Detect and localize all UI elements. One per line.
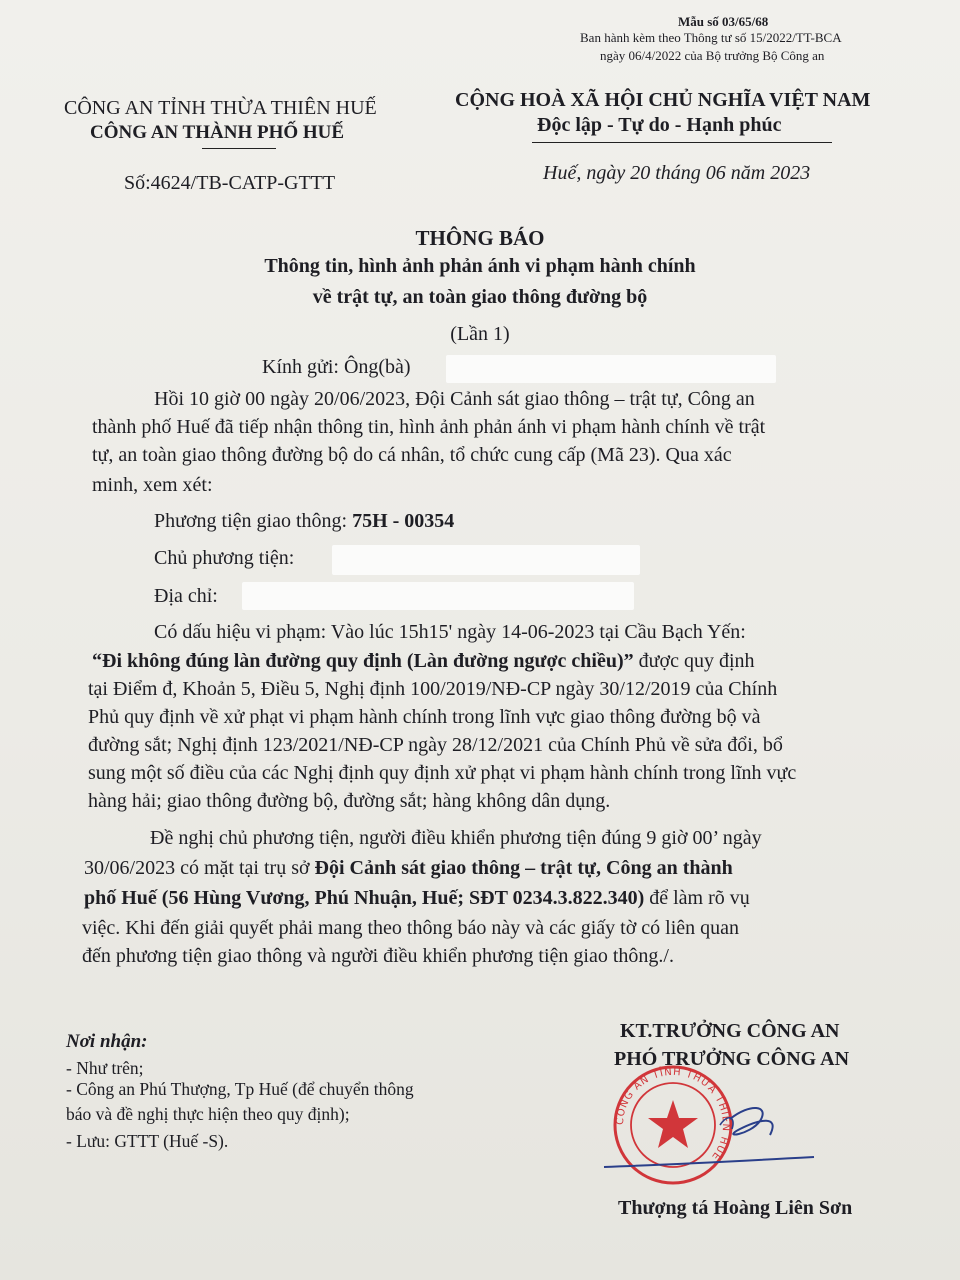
violation-line: đường sắt; Nghị định 123/2021/NĐ-CP ngày 28/12/2021 của Chính Phủ về sửa đổi, bổ bbox=[88, 734, 783, 756]
recipient-item: - Lưu: GTTT (Huế -S). bbox=[66, 1131, 229, 1151]
vehicle-label: Phương tiện giao thông: bbox=[154, 510, 348, 532]
violation-line bbox=[92, 650, 755, 673]
address-label: Địa chỉ: bbox=[154, 585, 218, 607]
violation-description: “Đi không đúng làn đường quy định (Làn đường ngược chiều)” bbox=[92, 650, 634, 672]
agency-name: CÔNG AN THÀNH PHỐ HUẾ bbox=[90, 122, 345, 143]
request-line: đến phương tiện giao thông và người điều khiển phương tiện giao thông./. bbox=[82, 945, 674, 967]
request-address: phố Huế (56 Hùng Vương, Phú Nhuận, Huế; SĐT 0234.3.822.340) bbox=[84, 887, 645, 909]
request-line bbox=[84, 857, 733, 880]
owner-label: Chủ phương tiện: bbox=[154, 547, 295, 569]
document-subtitle-1: Thông tin, hình ảnh phản ánh vi phạm hành chính bbox=[264, 255, 696, 277]
recipients-heading: Nơi nhận: bbox=[66, 1031, 148, 1052]
violation-line: sung một số điều của các Nghị định quy định xử phạt vi phạm hành chính trong lĩnh vực bbox=[88, 762, 797, 784]
document-number: Số:4624/TB-CATP-GTTT bbox=[124, 172, 336, 194]
agency-parent: CÔNG AN TỈNH THỪA THIÊN HUẾ bbox=[64, 97, 377, 119]
form-issued-by: Ban hành kèm theo Thông tư số 15/2022/TT-BCA bbox=[580, 30, 842, 45]
document-title: THÔNG BÁO bbox=[415, 226, 545, 250]
redacted-owner bbox=[332, 545, 640, 575]
handwritten-signature bbox=[600, 1095, 820, 1175]
redacted-address bbox=[242, 582, 634, 610]
addressee-label: Kính gửi: Ông(bà) bbox=[262, 356, 411, 378]
signature-title: PHÓ TRƯỞNG CÔNG AN bbox=[614, 1048, 850, 1070]
national-motto: Độc lập - Tự do - Hạnh phúc bbox=[537, 114, 782, 136]
violation-line: tại Điểm đ, Khoản 5, Điều 5, Nghị định 100/2019/NĐ-CP ngày 30/12/2019 của Chính bbox=[88, 678, 778, 700]
stamp-ring-text: CÔNG AN TỈNH THỪA THIÊN HUẾ bbox=[614, 1066, 732, 1163]
request-place: Đội Cảnh sát giao thông – trật tự, Công an thành bbox=[314, 857, 733, 879]
form-number: Mẫu số 03/65/68 bbox=[678, 14, 769, 29]
intro-line: minh, xem xét: bbox=[92, 474, 213, 496]
violation-line: Phủ quy định về xử phạt vi phạm hành chính trong lĩnh vực giao thông đường bộ và bbox=[88, 706, 761, 728]
form-issued-date: ngày 06/4/2022 của Bộ trưởng Bộ Công an bbox=[600, 48, 825, 63]
request-line: Đề nghị chủ phương tiện, người điều khiển phương tiện đúng 9 giờ 00’ ngày bbox=[150, 827, 762, 849]
signer-name: Thượng tá Hoàng Liên Sơn bbox=[618, 1197, 853, 1219]
agency-underline bbox=[202, 148, 276, 149]
document-subtitle-2: về trật tự, an toàn giao thông đường bộ bbox=[312, 286, 648, 308]
request-line bbox=[84, 887, 750, 910]
request-date: 30/06/2023 có mặt tại trụ sở bbox=[84, 857, 315, 879]
violation-line: Có dấu hiệu vi phạm: Vào lúc 15h15' ngày 14-06-2023 tại Cầu Bạch Yến: bbox=[154, 621, 746, 643]
intro-line: Hồi 10 giờ 00 ngày 20/06/2023, Đội Cảnh sát giao thông – trật tự, Công an bbox=[154, 388, 755, 410]
vehicle-plate: 75H - 00354 bbox=[352, 510, 455, 532]
violation-line: hàng hải; giao thông đường bộ, đường sắt; hàng không dân dụng. bbox=[88, 790, 611, 812]
vehicle-field bbox=[154, 510, 454, 533]
signature-authority: KT.TRƯỞNG CÔNG AN bbox=[620, 1020, 840, 1042]
place-date: Huế, ngày 20 tháng 06 năm 2023 bbox=[543, 162, 811, 184]
redacted-addressee bbox=[446, 355, 776, 383]
national-title: CỘNG HOÀ XÃ HỘI CHỦ NGHĨA VIỆT NAM bbox=[455, 89, 871, 111]
motto-underline bbox=[532, 142, 832, 143]
recipient-item: - Như trên; bbox=[66, 1058, 144, 1078]
request-purpose: để làm rõ vụ bbox=[644, 887, 750, 909]
intro-line: tự, an toàn giao thông đường bộ do cá nhân, tổ chức cung cấp (Mã 23). Qua xác bbox=[92, 444, 732, 466]
intro-line: thành phố Huế đã tiếp nhận thông tin, hình ảnh phản ánh vi phạm hành chính về trật bbox=[92, 416, 766, 438]
violation-line-rest: được quy định bbox=[633, 650, 755, 672]
notice-round: (Lần 1) bbox=[450, 323, 510, 345]
recipient-item: báo và đề nghị thực hiện theo quy định); bbox=[66, 1104, 350, 1124]
recipient-item: - Công an Phú Thượng, Tp Huế (để chuyển thông bbox=[66, 1079, 414, 1099]
request-line: việc. Khi đến giải quyết phải mang theo thông báo này và các giấy tờ có liên quan bbox=[82, 917, 740, 939]
